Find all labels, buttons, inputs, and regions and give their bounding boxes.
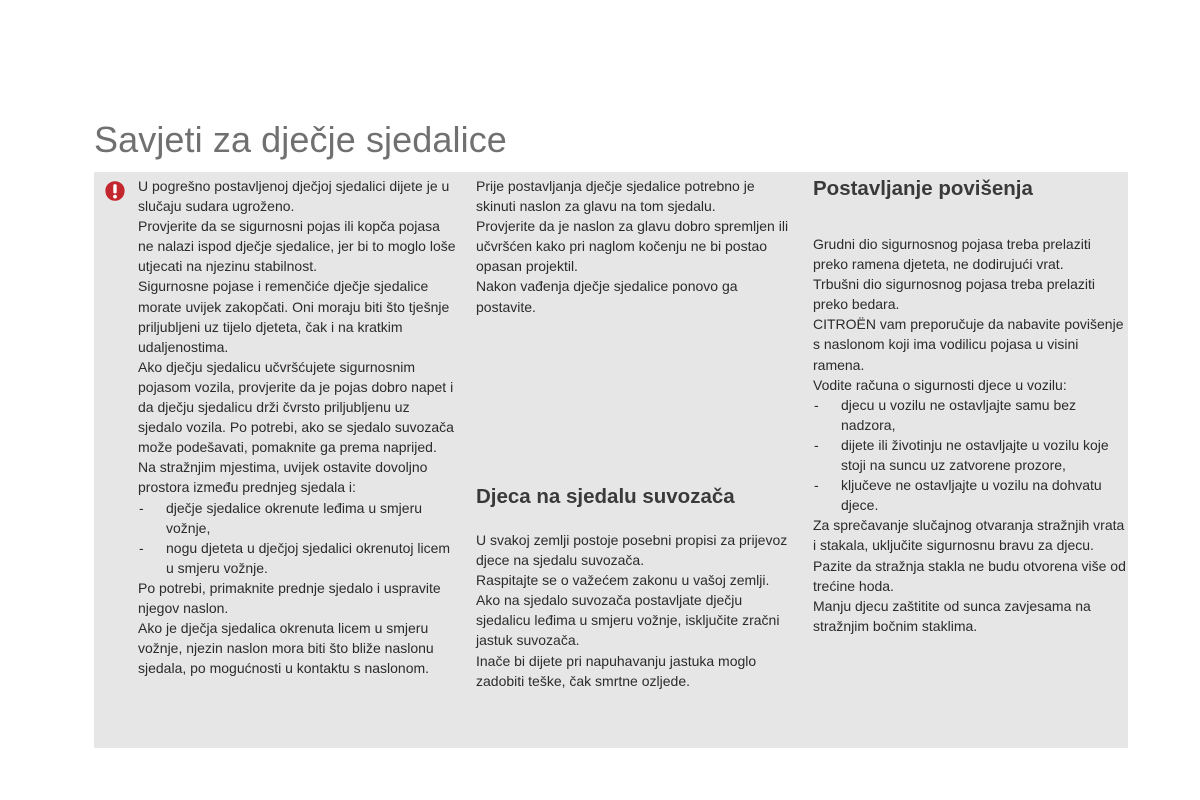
rear-seat-space-list	[138, 498, 456, 578]
paragraph: Ako je dječja sjedalica okrenuta licem u smjeru vožnje, njezin naslon mora biti što bliže naslonu sjedala, po mogućnosti u kontaktu s naslonom.	[138, 620, 434, 677]
passenger-seat-section	[476, 530, 794, 691]
paragraph: Sigurnosne pojase i remenčiće dječje sjedalice morate uvijek zakopčati. Oni moraju biti što tješnje priljubljeni uz tijelo djeteta, čak i na kratkim udaljenostima.	[138, 278, 450, 355]
dash-bullet: -	[139, 539, 144, 556]
list-item-text: dijete ili životinju ne ostavljajte u vozilu koje stoji na suncu uz zatvorene prozore,	[841, 436, 1109, 474]
paragraph: U pogrešno postavljenoj dječjoj sjedalici dijete je u slučaju sudara ugroženo.	[138, 178, 450, 215]
dash-bullet: -	[814, 396, 819, 413]
list-item-text: djecu u vozilu ne ostavljajte samu bez nadzora,	[841, 396, 1077, 433]
paragraph: Ako dječju sjedalicu učvršćujete sigurnosnim pojasom vozila, provjerite da je pojas dobro napet i da dječju sjedalicu drži čvrsto priljubljenu uz sjedalo vozila. Po potrebi, ako se sjedalo suvozača može podešavati, pomaknite ga prema naprijed.	[138, 358, 454, 456]
booster-section	[813, 234, 1128, 636]
list-item	[138, 498, 456, 538]
child-safety-list	[813, 395, 1128, 516]
paragraph: Prije postavljanja dječje sjedalice potrebno je skinuti naslon za glavu na tom sjedalu.	[476, 178, 755, 215]
paragraph: Grudni dio sigurnosnog pojasa treba prelaziti preko ramena djeteta, ne dodirujući vrat.	[813, 236, 1091, 273]
paragraph: Trbušni dio sigurnosnog pojasa treba prelaziti preko bedara.	[813, 276, 1095, 313]
paragraph: CITROËN vam preporučuje da nabavite povišenje s naslonom koji ima vodilicu pojasa u visini ramena.	[813, 316, 1124, 373]
paragraph: Manju djecu zaštitite od sunca zavjesama na stražnjim bočnim staklima.	[813, 597, 1091, 634]
paragraph: Po potrebi, primaknite prednje sjedalo i uspravite njegov naslon.	[138, 579, 441, 616]
paragraph: Ako na sjedalo suvozača postavljate dječju sjedalicu leđima u smjeru vožnje, isključite zračni jastuk suvozača.	[476, 592, 780, 649]
paragraph: Vodite računa o sigurnosti djece u vozilu:	[813, 376, 1067, 393]
list-item	[138, 538, 456, 578]
list-item	[813, 475, 1128, 515]
list-item	[813, 435, 1128, 475]
list-item-text: ključeve ne ostavljajte u vozilu na dohvatu djece.	[841, 477, 1102, 514]
paragraph: Raspitajte se o važećem zakonu u vašoj zemlji.	[476, 572, 770, 589]
headrest-column	[476, 176, 794, 317]
paragraph: Inače bi dijete pri napuhavanju jastuka moglo zadobiti teške, čak smrtne ozljede.	[476, 652, 757, 689]
paragraph: U svakoj zemlji postoje posebni propisi za prijevoz djece na sjedalu suvozača.	[476, 532, 788, 569]
paragraph: Provjerite da je naslon za glavu dobro spremljen ili učvršćen kako pri naglom kočenju ne bi postao opasan projektil.	[476, 218, 789, 275]
booster-heading: Postavljanje povišenja	[813, 177, 1033, 200]
list-item	[813, 395, 1128, 435]
dash-bullet: -	[139, 499, 144, 516]
dash-bullet: -	[814, 436, 819, 453]
page-title: Savjeti za dječje sjedalice	[94, 119, 507, 160]
passenger-seat-heading: Djeca na sjedalu suvozača	[476, 485, 735, 508]
warning-exclamation-icon	[104, 180, 126, 202]
list-item-text: nogu djeteta u dječjoj sjedalici okrenutoj licem u smjeru vožnje.	[166, 539, 451, 576]
paragraph: Na stražnjim mjestima, uvijek ostavite dovoljno prostora između prednjeg sjedala i:	[138, 459, 428, 496]
child-seat-warnings-column	[138, 176, 456, 678]
paragraph: Pazite da stražnja stakla ne budu otvorena više od trećine hoda.	[813, 557, 1126, 594]
paragraph: Nakon vađenja dječje sjedalice ponovo ga postavite.	[476, 278, 738, 315]
dash-bullet: -	[814, 477, 819, 494]
paragraph: Provjerite da se sigurnosni pojas ili kopča pojasa ne nalazi ispod dječje sjedalice, jer bi to moglo loše utjecati na njezinu stabilnost.	[138, 218, 456, 275]
list-item-text: dječje sjedalice okrenute leđima u smjeru vožnje,	[166, 499, 423, 536]
paragraph: Za sprečavanje slučajnog otvaranja stražnjih vrata i stakala, uključite sigurnosnu bravu za djecu.	[813, 517, 1125, 554]
